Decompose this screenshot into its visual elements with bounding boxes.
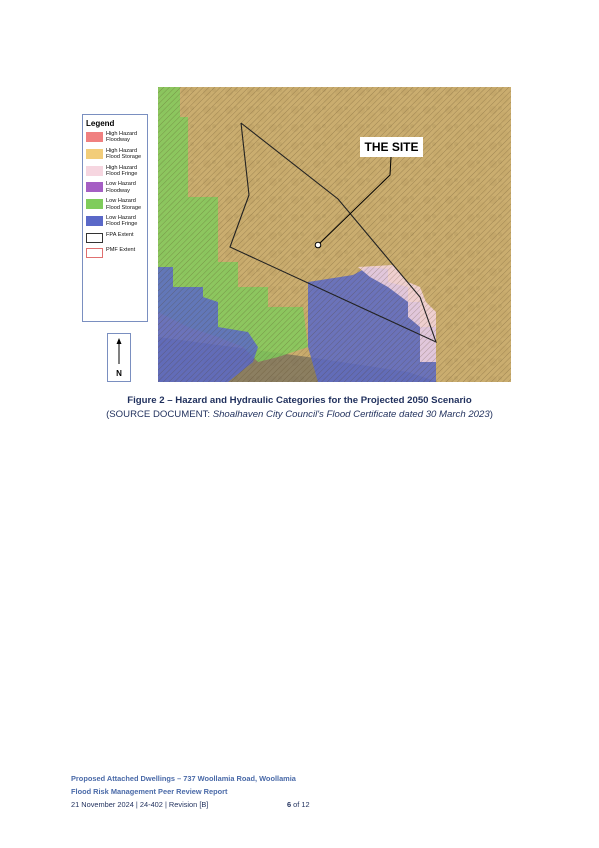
legend-item [86, 131, 144, 144]
legend-swatch [86, 216, 103, 226]
legend-item [86, 232, 144, 243]
hatch-overlay [158, 87, 511, 382]
legend-swatch [86, 182, 103, 192]
legend-item [86, 181, 144, 194]
source-suffix: ) [489, 409, 493, 420]
figure-caption: Figure 2 – Hazard and Hydraulic Categories for the Projected 2050 Scenario [127, 395, 472, 406]
legend-swatch [86, 132, 103, 142]
site-label: THE SITE [360, 137, 423, 157]
legend-swatch [86, 233, 103, 243]
page-number [287, 800, 310, 809]
flood-map-graphic [158, 87, 511, 382]
north-arrow [107, 333, 131, 382]
legend-label: Low Hazard Flood Fringe [106, 215, 138, 228]
legend-label: Low Hazard Floodway [106, 181, 136, 194]
site-marker [315, 242, 321, 248]
legend-title: Legend [86, 119, 115, 128]
legend-swatch [86, 199, 103, 209]
footer-date-revision: 21 November 2024 | 24-402 | Revision [B] [71, 800, 209, 809]
footer-project-title: Proposed Attached Dwellings – 737 Woollamia Road, Woollamia [71, 774, 296, 783]
legend-item [86, 148, 144, 161]
legend-label: PMF Extent [106, 246, 136, 253]
legend-label: High Hazard Flood Storage [106, 147, 142, 161]
legend-label: Low Hazard Flood Storage [106, 198, 142, 211]
legend-swatch [86, 248, 103, 258]
map-legend [82, 114, 148, 322]
footer-report-title: Flood Risk Management Peer Review Report [71, 787, 228, 796]
source-document: Shoalhaven City Council's Flood Certificate dated 30 March 2023 [212, 409, 490, 420]
flood-map [158, 87, 511, 382]
legend-label: High Hazard Floodway [106, 131, 138, 144]
legend-item [86, 198, 144, 211]
legend-item [86, 165, 144, 178]
page-total: 12 [301, 800, 310, 809]
legend-items [86, 131, 144, 258]
legend-swatch [86, 149, 103, 159]
legend-label: High Hazard Flood Fringe [106, 164, 138, 178]
legend-label: FPA Extent [106, 231, 134, 238]
page-of: of [291, 800, 302, 809]
source-prefix: (SOURCE DOCUMENT: [106, 409, 213, 420]
legend-item [86, 247, 144, 258]
north-label: N [116, 369, 122, 378]
page-current: 6 [287, 800, 292, 809]
legend-item [86, 215, 144, 228]
figure-source [40, 409, 559, 420]
legend-swatch [86, 166, 103, 176]
north-arrow-icon [108, 336, 130, 366]
